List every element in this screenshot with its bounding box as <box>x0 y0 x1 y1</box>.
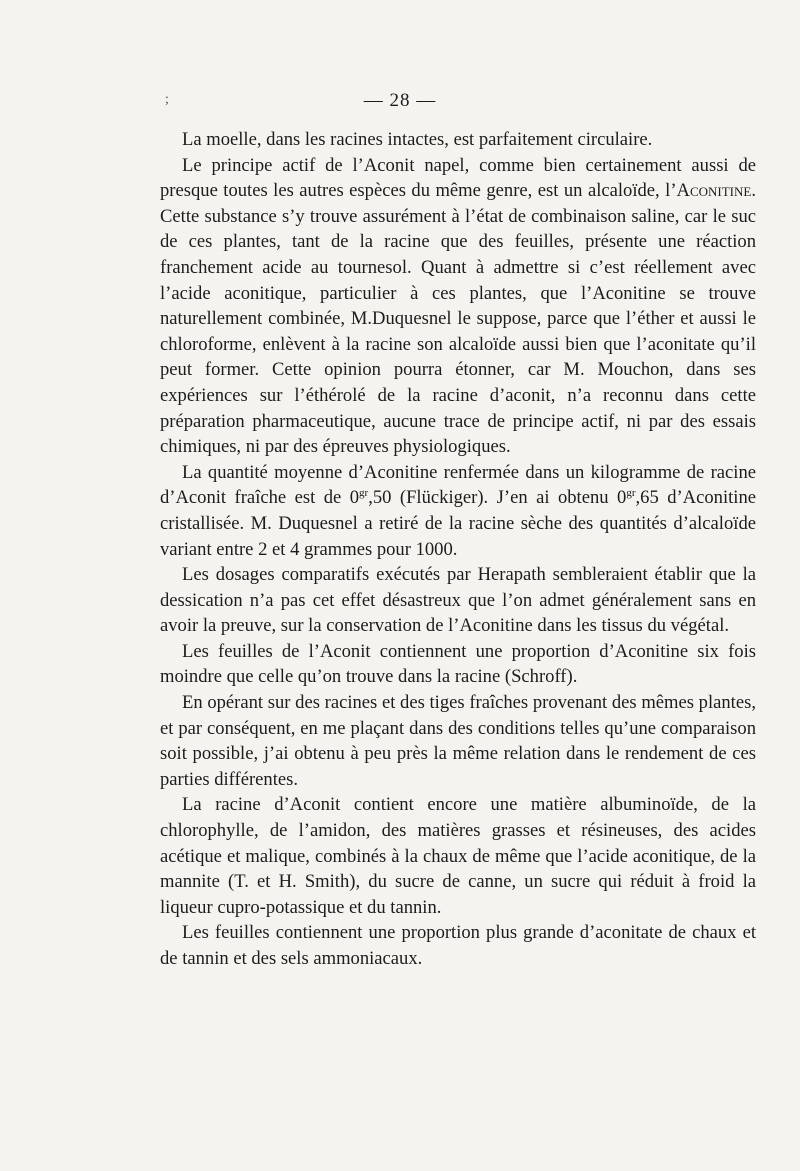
aconitine-smallcaps: Aconitine <box>676 180 752 202</box>
paragraph-3-part1: La quantité moyenne d’Aconitine renfermée dans un kilogramme de racine d’Aconit fraîche est de 0 <box>160 461 756 509</box>
paragraph-4: Les dosages comparatifs exécutés par Herapath sembleraient établir que la dessication n’a pas cet effet désastreux que l’on admet généralement sans en avoir la preuve, sur la conservation de l’Aconitine dans les tissus du végétal. <box>160 564 756 637</box>
paragraph-2-before: Le principe actif de l’Aconit napel, comme bien certainement aussi de presque toutes les autres espèces du même genre, est un alcaloïde, l’ <box>160 154 756 202</box>
paragraph-5: Les feuilles de l’Aconit contiennent une proportion d’Aconitine six fois moindre que celle qu’on trouve dans la racine (Schroff). <box>160 640 756 688</box>
page-number: — 28 — <box>363 90 437 111</box>
paragraph-6: En opérant sur des racines et des tiges fraîches provenant des mêmes plantes, et par conséquent, en me plaçant dans des conditions telles qu’une comparaison soit possible, j’ai obtenu à peu près la même relation dans le rendement de ces parties différentes. <box>160 692 756 790</box>
paragraph-3 <box>160 460 756 562</box>
paragraph-2 <box>160 153 756 460</box>
stray-mark: ; <box>165 92 169 107</box>
gram-abbrev-2: gr <box>626 487 636 500</box>
paragraph-8: Les feuilles contiennent une proportion plus grande d’aconitate de chaux et de tannin et des sels ammoniacaux. <box>160 922 756 969</box>
paragraph-3-part2: ,50 (Flückiger). J’en ai obtenu 0 <box>368 487 627 509</box>
paragraph-1: La moelle, dans les racines intactes, est parfaitement circulaire. <box>182 129 653 150</box>
body-text <box>160 127 756 972</box>
paragraph-3-part3: ,65 d’Aconitine cristallisée. M. Duquesnel a retiré de la racine sèche des quantités d’alcaloïde variant entre 2 et 4 grammes pour 1000. <box>160 487 757 560</box>
paragraph-7: La racine d’Aconit contient encore une matière albuminoïde, de la chlorophylle, de l’amidon, des matières grasses et résineuses, des acides acétique et malique, combinés à la chaux de même que l’acide aconitique, de la mannite (T. et H. Smith), du sucre de canne, un sucre qui réduit à froid la liqueur cupro-potassique et du tannin. <box>160 794 756 918</box>
gram-abbrev-1: gr <box>359 487 369 500</box>
paragraph-2-after: . Cette substance s’y trouve assurément à l’état de combinaison saline, car le suc de ces plantes, tant de la racine que des feuilles, présente une réaction franchement acide au tournesol. Quant à admettre si c’est réellement avec l’acide aconitique, particulier à ces plantes, que l’Aconitine se trouve naturellement combinée, M.Duquesnel le suppose, parce que l’éther et aussi le chloroforme, enlèvent à la racine son alcaloïde aussi bien que l’aconitate qu’il peut former. Cette opinion pourra étonner, car M. Mouchon, dans ses expériences sur l’éthérolé de la racine d’aconit, n’a reconnu dans cette préparation pharmaceutique, aucune trace de principe actif, ni par des essais chimiques, ni par des épreuves physiologiques. <box>160 180 756 458</box>
